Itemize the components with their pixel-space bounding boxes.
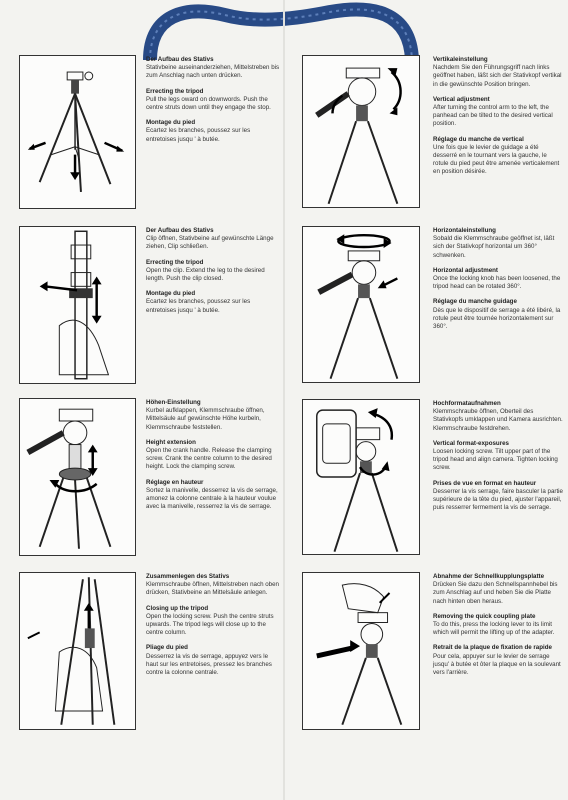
- body-de: Klemmschraube öffnen, Mittelstreben nach oben drücken, Stativbeine an Mittelsäule anlegen.: [146, 581, 279, 597]
- body-en: After turning the control arm to the left, the panhead can be tilted to the desired vertical position.: [433, 104, 553, 128]
- heading-fr: Pliage du pied: [146, 644, 188, 652]
- body-de: Clip öffnen, Stativbeine auf gewünschte Länge ziehen, Clip schließen.: [146, 235, 274, 251]
- heading-fr: Réglage du manche de vertical: [433, 135, 524, 143]
- body-de: Klemmschraube öffnen, Oberteil des Stativkopfs umklappen und Kamera ausrichten. Klemmschraube festdrehen.: [433, 408, 563, 432]
- body-en: Loosen locking screw. Tilt upper part of the tripod head and align camera. Tighten locking screw.: [433, 448, 558, 472]
- heading-en: Errecting the tripod: [146, 258, 204, 266]
- heading-fr: Montage du pied: [146, 119, 196, 127]
- heading-de: Der Aufbau des Stativs: [146, 227, 214, 234]
- body-en: Once the locking knob has been loosened, the tripod head can be rotated 360°.: [433, 275, 561, 291]
- body-fr: Pour cela, appuyer sur le levier de serrage jusqu' à butée et ôter la plaque en la soulevant vers l'arrière.: [433, 652, 561, 677]
- body-fr: Desserrez la vis de serrage, appuyez vers le haut sur les entretoises, pressez les branches contre la colonne centrale.: [146, 652, 272, 677]
- illustration-vertical-format: [302, 399, 420, 555]
- body-en: Open the locking screw. Push the centre struts upwards. The tripod legs will close up to the centre column.: [146, 612, 274, 637]
- illustration-height-extension: [19, 398, 136, 556]
- instructions-section-3: [146, 399, 280, 518]
- heading-fr: Réglage du manche guidage: [433, 298, 517, 306]
- body-de: Sobald die Klemmschraube geöffnet ist, läßt sich der Stativkopf horizontal um 360° schwenken.: [433, 235, 555, 259]
- page-fold: [283, 0, 285, 800]
- body-en: Pull the legs oward on downwords. Push the centre struts down until they engage the stop.: [146, 95, 271, 112]
- heading-de: Höhen-Einstellung: [146, 399, 201, 406]
- illustration-remove-coupling-plate: [302, 572, 420, 730]
- instructions-section-1: [146, 56, 280, 151]
- illustration-closing-tripod: [19, 572, 136, 730]
- illustration-horizontal-adjustment: [302, 226, 420, 383]
- heading-de: Hochformataufnahmen: [433, 400, 501, 407]
- heading-de: Der Aufbau des Stativs: [146, 56, 214, 63]
- heading-fr: Prises de vue en format en hauteur: [433, 479, 537, 487]
- heading-de: Horizontaleinstellung: [433, 227, 496, 234]
- heading-fr: Réglage en hauteur: [146, 478, 204, 486]
- body-en: Open the crank handle. Release the clamping screw. Crank the centre column to the desired height. Lock the clamping screw.: [146, 447, 272, 471]
- heading-fr: Montage du pied: [146, 290, 196, 298]
- heading-en: Removing the quick coupling plate: [433, 612, 536, 620]
- heading-en: Vertical adjustment: [433, 95, 490, 103]
- illustration-extending-leg: [19, 226, 136, 384]
- heading-en: Horizontal adjustment: [433, 266, 498, 274]
- body-de: Nachdem Sie den Führungsgriff nach links geöffnet haben, läßt sich der Stativkopf vertikal in die gewünschte Position bringen.: [433, 64, 562, 88]
- heading-de: Abnahme der Schnellkupplungsplatte: [433, 573, 545, 580]
- instructions-section-2: [146, 227, 280, 322]
- instructions-section-4: [146, 573, 280, 684]
- body-fr: Desserrer la vis serrage, faire basculer la partie supérieure de la tête du pied, ajuster l'appareil, puis resserrer fermement la vis de serrage.: [433, 487, 563, 512]
- heading-fr: Retrait de la plaque de fixation de rapide: [433, 644, 552, 652]
- body-fr: Ecartez les branches, poussez sur les entretoises jusqu ' à butée.: [146, 298, 251, 314]
- body-de: Drücken Sie dazu den Schnellspannhebel bis zum Anschlag auf und heben Sie die Platte nach hinten oben heraus.: [433, 581, 558, 605]
- heading-en: Errecting the tripod: [146, 87, 204, 95]
- body-en: To do this, press the locking lever to its limit which will permit the lifting up of the adapter.: [433, 621, 555, 637]
- instructions-section-7: [433, 400, 563, 519]
- heading-de: Vertikaleinstellung: [433, 56, 488, 63]
- heading-en: Closing up the tripod: [146, 604, 209, 612]
- body-fr: Une fois que le levier de guidage a été desserré en le tournant vers la gauche, le rotule du pied peut être amenée verticalement en position désirée.: [433, 143, 560, 176]
- body-fr: Ecartez les branches, poussez sur les entretoises jusqu ' à butée.: [146, 127, 251, 143]
- body-de: Stativbeine auseinanderziehen, Mittelstreben bis zum Anschlag nach unten drücken.: [146, 64, 280, 80]
- body-fr: Sortez la manivelle, desserrez la vis de serrage, amonez la colonne centrale à la hauteur voulue avec la manivelle, resserrez la vis de serrage.: [146, 486, 278, 511]
- instructions-section-8: [433, 573, 563, 684]
- heading-en: Vertical format-exposures: [433, 439, 509, 447]
- instructions-section-5: [433, 56, 563, 184]
- body-fr: Dès que le dispositif de serrage a été libéré, la rotule peut être tournée horizontalement sur 360°.: [433, 306, 561, 331]
- illustration-erecting-tripod: [19, 55, 136, 209]
- heading-en: Height extension: [146, 438, 196, 446]
- body-de: Kurbel aufklappen, Klemmschraube öffnen, Mittelsäule auf gewünschte Höhe kurbeln, Klemmschraube feststellen.: [146, 407, 265, 431]
- heading-de: Zusammenlegen des Stativs: [146, 573, 230, 580]
- body-en: Open the clip. Extend the leg to the desired length. Push the clip closed.: [146, 266, 265, 283]
- illustration-vertical-adjustment: [302, 55, 420, 208]
- instructions-section-6: [433, 227, 563, 338]
